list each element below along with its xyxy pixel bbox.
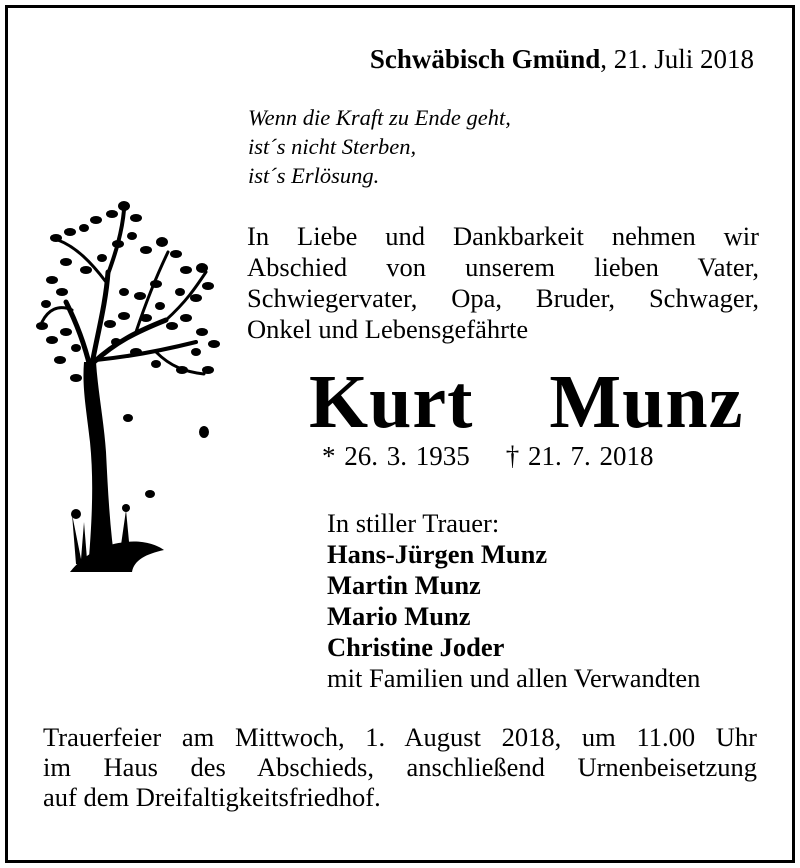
- mourner-name: Mario Munz: [327, 601, 471, 631]
- intro-line: Abschied von unserem lieben Vater,: [247, 252, 759, 282]
- mourner-name: Christine Joder: [327, 632, 505, 662]
- funeral-info: [43, 722, 757, 812]
- poem-line: Wenn die Kraft zu Ende geht,: [248, 105, 511, 130]
- mourner-name: Hans-Jürgen Munz: [327, 539, 548, 569]
- life-dates: [322, 441, 654, 472]
- poem: [248, 103, 511, 190]
- tree-icon: [36, 192, 226, 582]
- intro-line: Schwiegervater, Opa, Bruder, Schwager,: [247, 283, 759, 313]
- deceased-name: Kurt Munz: [309, 360, 744, 444]
- death-date: † 21. 7. 2018: [505, 441, 654, 471]
- dateline: [370, 44, 754, 75]
- mourners-heading: In stiller Trauer:: [327, 508, 500, 538]
- place: Schwäbisch Gmünd: [369, 44, 601, 74]
- mourner-name: Martin Munz: [327, 570, 481, 600]
- intro-line: In Liebe und Dankbarkeit nehmen wir: [247, 221, 759, 251]
- funeral-line: Trauerfeier am Mittwoch, 1. August 2018, um 11.00 Uhr: [43, 722, 757, 752]
- mourners: [327, 508, 700, 694]
- intro-text: [247, 221, 759, 345]
- date: , 21. Juli 2018: [600, 44, 754, 74]
- poem-line: ist´s nicht Sterben,: [248, 134, 417, 159]
- funeral-line: im Haus des Abschieds, anschließend Urnenbeisetzung: [43, 752, 757, 782]
- mourners-footer: mit Familien und allen Verwandten: [327, 663, 701, 693]
- poem-line: ist´s Erlösung.: [248, 163, 380, 188]
- intro-line: Onkel und Lebensgefährte: [247, 314, 529, 344]
- birth-date: * 26. 3. 1935: [322, 441, 470, 471]
- funeral-line: auf dem Dreifaltigkeitsfriedhof.: [43, 782, 381, 812]
